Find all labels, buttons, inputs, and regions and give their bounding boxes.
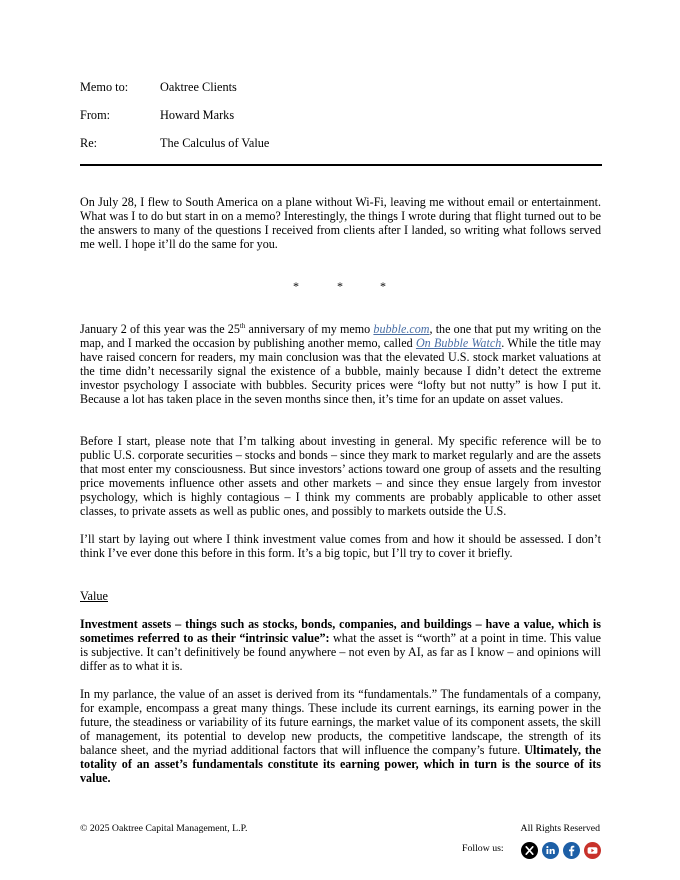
separator-star: *	[380, 279, 386, 293]
re-label: Re:	[80, 136, 98, 150]
youtube-icon[interactable]	[584, 842, 601, 859]
facebook-icon[interactable]	[563, 842, 580, 859]
paragraph-intro-value: I’ll start by laying out where I think investment value comes from and how it should be assessed. I don’t think I’ve ever done this before in this form. It’s a big topic, but I’ll try to cover it briefly.	[80, 532, 601, 560]
bold-statement: Investment assets – things such as stocks, bonds, companies, and buildings – have a value, which is sometimes referred to as their “intrinsic value”:	[80, 617, 601, 645]
paragraph-bubble-anniversary	[80, 322, 601, 406]
superscript: th	[239, 321, 246, 330]
text-run: what the asset is “worth” at a point in time. This value is subjective. It can’t definitively be found anywhere – not even by AI, as far as I know – and opinions will differ as to what it is.	[80, 631, 601, 673]
memo-to-label: Memo to:	[80, 80, 129, 94]
paragraph-investing-scope: Before I start, please note that I’m talking about investing in general. My specific reference will be to public U.S. corporate securities – stocks and bonds – since they mark to market regularly and are the assets that most enter my consciousness. But since investors’ actions toward one group of assets and the resulting price movements influence other assets and other markets – and since they ensue largely from investor psychology, which is highly contagious – I think my comments are probably applicable to other asset classes, to private assets as well as public ones, and possibly to markets outside the U.S.	[80, 434, 601, 518]
text-run: January 2 of this year was the 25	[80, 322, 240, 336]
paragraph-intrinsic-value	[80, 617, 601, 673]
bold-statement: Ultimately, the totality of an asset’s fundamentals constitute its earning power, which in turn is the source of its value.	[80, 743, 601, 785]
intro-paragraph: On July 28, I flew to South America on a plane without Wi-Fi, leaving me without email or entertainment. What was I to do but start in on a memo? Interestingly, the things I wrote during that flight turned out to be the answers to many of the questions I received from clients after I landed, so writing what follows served me well. I hope it’ll do the same for you.	[80, 195, 601, 251]
separator-star: *	[293, 279, 299, 293]
memo-to-value: Oaktree Clients	[160, 80, 237, 94]
text-run: , the one that put my writing on the map, and I marked the occasion by publishing another memo, called	[80, 322, 601, 350]
paragraph-fundamentals	[80, 687, 601, 785]
on-bubble-watch-link[interactable]: On Bubble Watch	[415, 336, 502, 350]
re-value: The Calculus of Value	[160, 136, 270, 150]
copyright-notice: © 2025 Oaktree Capital Management, L.P.	[80, 823, 248, 834]
text-run: . While the title may have raised concern for readers, my main conclusion was that the elevated U.S. stock market valuations at the time didn’t necessarily signal the existence of a bubble, mainly because I didn’t detect the extreme investor psychology I associate with bubbles. Security prices were “lofty but not nutty” is how I put it. Because a lot has taken place in the seven months since then, it’s time for an update on asset values.	[80, 336, 601, 406]
text-run: In my parlance, the value of an asset is derived from its “fundamentals.” The fundamentals of a company, for example, encompass a great many things. These include its current earnings, its earning power in the future, the steadiness or variability of its future earnings, the market value of its component assets, the skill of management, its potential to develop new products, the competitive landscape, the strength of its balance sheet, and the myriad additional factors that will influence the company’s future.	[80, 687, 601, 757]
from-value: Howard Marks	[160, 108, 235, 122]
header-divider	[80, 164, 602, 166]
rights-notice: All Rights Reserved	[520, 823, 600, 834]
separator-star: *	[337, 279, 343, 293]
follow-us-label: Follow us:	[462, 843, 504, 854]
linkedin-icon[interactable]	[542, 842, 559, 859]
x-icon[interactable]	[521, 842, 538, 859]
bubble-com-link[interactable]: bubble.com	[373, 322, 430, 336]
section-heading-value: Value	[80, 589, 108, 603]
from-label: From:	[80, 108, 111, 122]
section-separator	[80, 279, 601, 293]
text-run: anniversary of my memo	[245, 322, 374, 336]
